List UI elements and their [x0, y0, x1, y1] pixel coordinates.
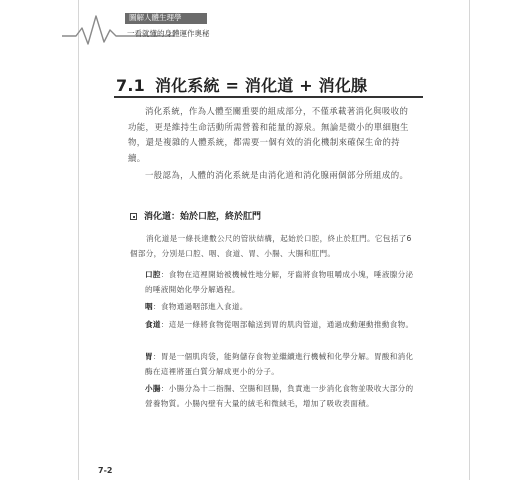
definition-term: 食道	[145, 320, 161, 329]
definition-term: 口腔	[145, 270, 161, 279]
definition-term: 小腸	[145, 384, 161, 393]
book-title: 圖解人體生理學	[129, 13, 182, 22]
intro-paragraph: 消化系統，作為人體至關重要的組成部分，不僅承載著消化與吸收的功能，更是維持生命活動所需營養和能量的源泉。無論是微小的單細胞生物，還是複雜的人體系統，都需要一個有效的消化機制來確保生命的持續。	[128, 106, 409, 163]
page-number: 7-2	[98, 466, 113, 475]
definition-item: 小腸：小腸分為十二指腸、空腸和回腸，負責進一步消化食物並吸收大部分的營養物質。小腸內壁有大量的絨毛和微絨毛，增加了吸收表面積。	[145, 384, 414, 408]
section-heading	[116, 73, 367, 96]
square-bullet-icon	[130, 213, 137, 220]
definition-term: 咽	[145, 302, 153, 311]
section-divider	[114, 96, 423, 98]
definition-term: 胃	[145, 352, 153, 361]
running-header	[0, 0, 520, 60]
definition-item: 食道：這是一條將食物從咽部輸送到胃的肌肉管道，通過成動運動推動食物。	[145, 320, 414, 329]
subsection-intro: 消化道是一條長達數公尺的管狀結構，起始於口腔，終止於肛門。它包括了6個部分，分別是口腔、咽、食道、胃、小腸、大腸和肛門。	[130, 234, 412, 258]
subsection-title: 消化道：始於口腔，終於肛門	[144, 212, 262, 222]
section-number: 7.1	[116, 76, 145, 95]
intro-paragraph: 一般認為，人體的消化系統是由消化道和消化腺兩個部分所組成的。	[145, 170, 409, 180]
subsection-heading	[130, 209, 261, 222]
definition-item: 口腔：食物在這裡開始被機械性地分解，牙齒將食物咀嚼成小塊，唾液腺分泌的唾液開始化學分解過程。	[145, 270, 414, 294]
definition-text: 食物在這裡開始被機械性地分解，牙齒將食物咀嚼成小塊，唾液腺分泌的唾液開始化學分解過程。	[145, 270, 414, 294]
definition-item: 咽：食物通過咽部進入食道。	[145, 302, 248, 311]
definition-text: 小腸分為十二指腸、空腸和回腸，負責進一步消化食物並吸收大部分的營養物質。小腸內壁有大量的絨毛和微絨毛，增加了吸收表面積。	[145, 384, 414, 408]
definition-text: 食物通過咽部進入食道。	[160, 302, 248, 311]
section-title: 消化系統 = 消化道 + 消化腺	[154, 76, 368, 95]
definition-text: 胃是一個肌肉袋，能夠儲存食物並繼續進行機械和化學分解。胃酸和消化酶在這裡將蛋白質分解成更小的分子。	[145, 352, 414, 376]
book-subtitle: 一看就懂的身體運作奧秘	[127, 29, 210, 38]
definition-text: 這是一條將食物從咽部輸送到胃的肌肉管道，通過成動運動推動食物。	[168, 320, 414, 329]
definition-item: 胃：胃是一個肌肉袋，能夠儲存食物並繼續進行機械和化學分解。胃酸和消化酶在這裡將蛋白質分解成更小的分子。	[145, 352, 414, 376]
